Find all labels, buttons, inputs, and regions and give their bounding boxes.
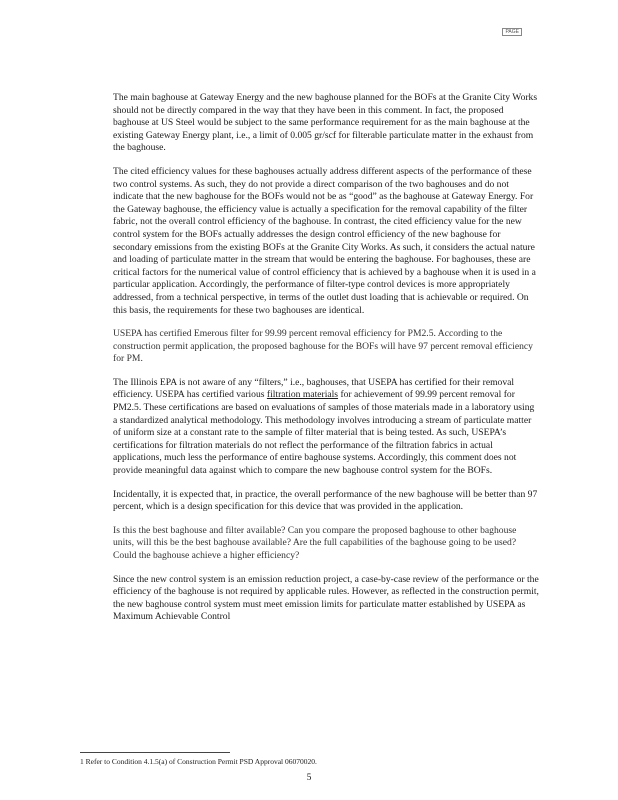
footnote: 1 Refer to Condition 4.1.5(a) of Construction Permit PSD Approval 06070020. [80, 757, 317, 766]
paragraph-4 [113, 377, 539, 478]
paragraph-6: Is this the best baghouse and filter available? Can you compare the proposed baghouse to other baghouse units, will this be the best baghouse available? Are the full capabilities of the baghouse going to be used? Could the baghouse achieve a higher efficiency? [113, 524, 517, 561]
corner-stamp: PAGE [502, 28, 522, 36]
paragraph-2: The cited efficiency values for these baghouses actually address different aspects of the performance of these two control systems. As such, they do not provide a direct comparison of the two baghouses and do not indicate that the new baghouse for the BOFs would not be as “good” as the baghouse at Gateway Energy. For the Gateway baghouse, the efficiency value is actually a specification for the removal capability of the filter fabric, not the overall control efficiency of the baghouse. In contrast, the cited efficiency value for the new control system for the BOFs actually addresses the design control efficiency of the new baghouse for secondary emissions from the existing BOFs at the Granite City Works. As such, it considers the actual nature and loading of particulate matter in the stream that would be entering the baghouse. For baghouses, these are critical factors for the numerical value of control efficiency that is achieved by a baghouse when it is used in a particular application. Accordingly, the performance of filter-type control devices is more appropriately addressed, from a technical perspective, in terms of the outlet dust loading that is achievable or required. On this basis, the requirements for these two baghouses are identical. [113, 165, 536, 316]
page-number: 5 [306, 772, 312, 783]
paragraph-1: The main baghouse at Gateway Energy and the new baghouse planned for the BOFs at the Granite City Works should not be directly compared in the way that they have been in this comment. In fact, the proposed baghouse at US Steel would be subject to the same performance requirement for as the main baghouse at the existing Gateway Energy plant, i.e., a limit of 0.005 gr/scf for filterable particulate matter in the exhaust from the baghouse. [113, 92, 538, 154]
paragraph-3: USEPA has certified Emerous filter for 99.99 percent removal efficiency for PM2.5. According to the construction permit application, the proposed baghouse for the BOFs will have 97 percent removal efficiency for PM. [113, 328, 533, 365]
paragraph-4-tail: for achievement of 99.99 percent removal for PM2.5. These certifications are based on evaluations of samples of those materials made in a laboratory using a standardized analytical methodology. This methodology involves introducing a stream of particulate matter of uniform size at a constant rate to the sample of filter material that is being tested. As such, USEPA’s certifications for filtration materials do not reflect the performance of the filtration fabrics in actual applications, much less the performance of entire baghouse systems. Accordingly, this comment does not provide meaningful data against which to compare the new baghouse control system for the BOFs. [113, 389, 535, 477]
footnote-divider [80, 752, 230, 753]
filtration-materials-link[interactable]: filtration materials [266, 389, 339, 401]
paragraph-7: Since the new control system is an emission reduction project, a case-by-case review of the performance or the efficiency of the baghouse is not required by applicable rules. However, as reflected in the construction permit, the new baghouse control system must meet emission limits for particulate matter established by USEPA as Maximum Achievable Control [113, 573, 539, 623]
paragraph-5: Incidentally, it is expected that, in practice, the overall performance of the new baghouse will be better than 97 percent, which is a design specification for this device that was provided in the application. [113, 488, 538, 513]
body-text [113, 92, 539, 635]
paragraph-4-lead: The Illinois EPA is not aware of any “filters,” i.e., baghouses, that USEPA has certified for their removal efficiency. USEPA has certified various [113, 376, 515, 401]
